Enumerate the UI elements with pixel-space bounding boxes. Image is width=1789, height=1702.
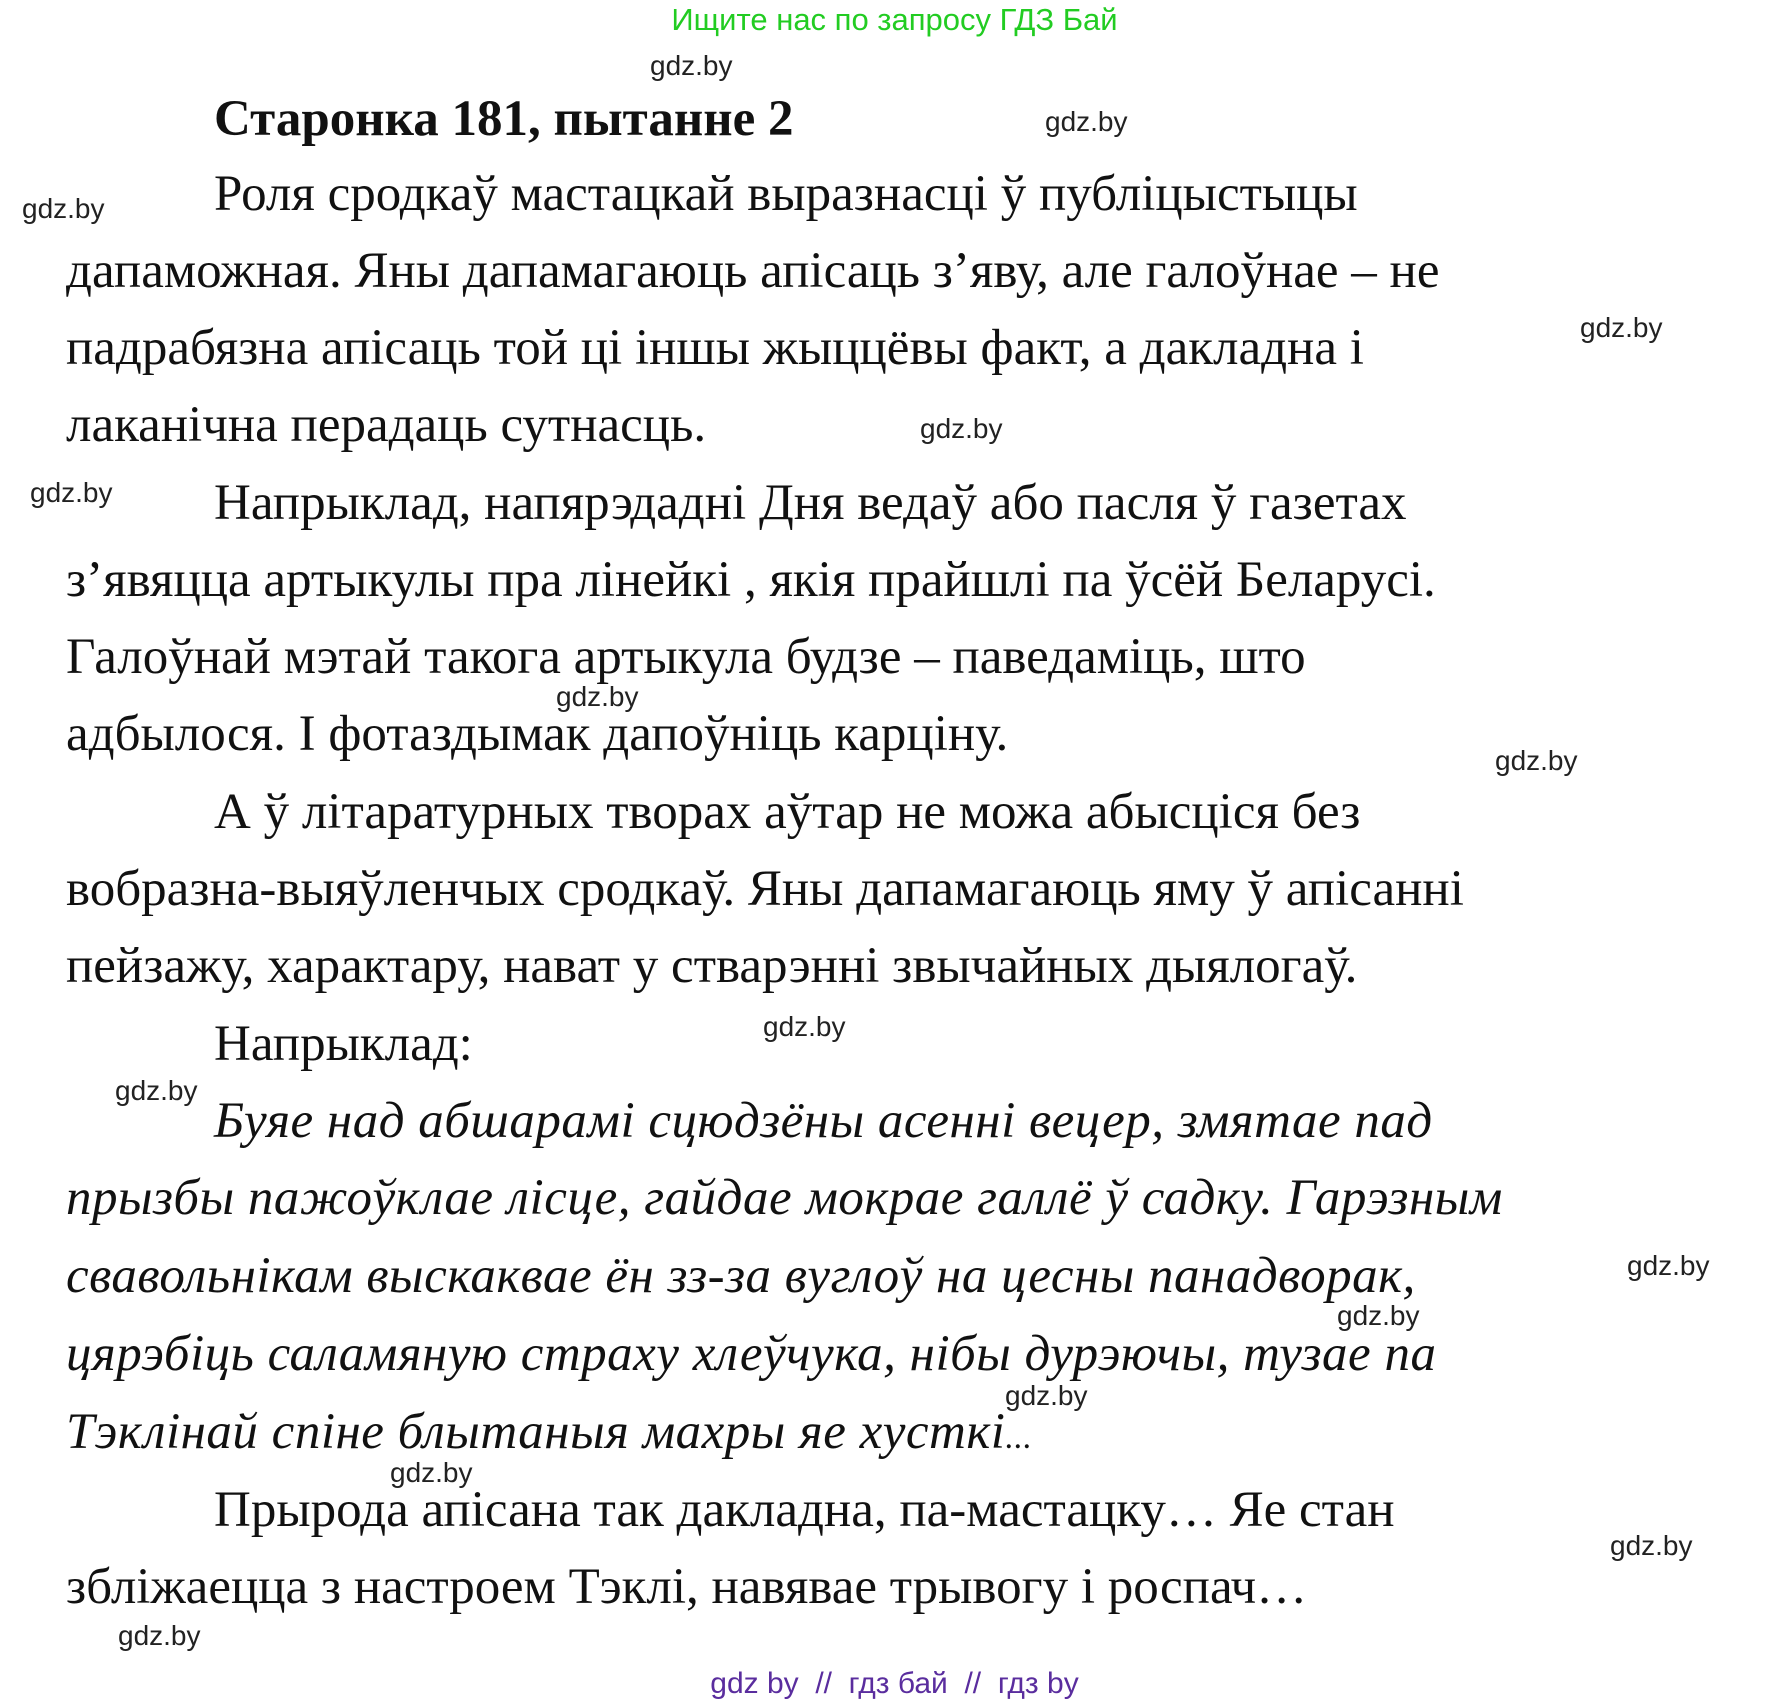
watermark: gdz.by [390,1457,473,1488]
paragraph-3-line-3: пейзажу, характару, нават у стварэнні звычайных дыялогаў. [66,938,1358,994]
quote-line-5-text: Тэклінай спіне блытаныя махры яе хусткі [66,1404,1006,1460]
paragraph-2-line-4: адбылося. І фотаздымак дапоўніць карціну. [66,706,1009,762]
watermark: gdz.by [763,1011,846,1042]
paragraph-1-line-2: дапаможная. Яны дапамагаюць апісаць з’яву, але галоўнае – не [66,243,1440,299]
top-banner: Ищите нас по запросу ГДЗ Бай [671,2,1118,37]
watermark: gdz.by [1045,106,1128,137]
watermark: gdz.by [22,193,105,224]
watermark: gdz.by [30,477,113,508]
quote-line-2: прызбы пажоўклае лісце, гайдае мокрае галлё ў садку. Гарэзным [66,1170,1503,1226]
paragraph-4: Напрыклад: [214,1016,473,1072]
watermark: gdz.by [118,1620,201,1651]
watermark: gdz.by [1610,1530,1693,1561]
paragraph-5-line-1: Прырода апісана так дакладна, па-мастацку… Яе стан [214,1482,1395,1538]
paragraph-3-line-1: А ў літаратурных творах аўтар не можа абысціся без [214,784,1361,840]
quote-line-3: свавольнікам выскаквае ён зз-за вуглоў на цесны панадворак, [66,1248,1416,1304]
watermark: gdz.by [1627,1250,1710,1281]
paragraph-2-line-3: Галоўнай мэтай такога артыкула будзе – паведаміць, што [66,629,1306,685]
watermark: gdz.by [920,413,1003,444]
page-title: Старонка 181, пытанне 2 [214,91,794,147]
watermark: gdz.by [115,1075,198,1106]
paragraph-1-line-3: падрабязна апісаць той ці іншы жыццёвы факт, а дакладна і [66,320,1364,376]
paragraph-2-line-1: Напрыклад, напярэдадні Дня ведаў або пасля ў газетах [214,475,1407,531]
paragraph-2-line-2: з’явяцца артыкулы пра лінейкі , якія прайшлі па ўсёй Беларусі. [66,552,1436,608]
paragraph-1-line-1: Роля сродкаў мастацкай выразнасці ў публіцыстыцы [214,166,1358,222]
paragraph-1-line-4: лаканічна перадаць сутнасць. [66,397,707,453]
watermark: gdz.by [556,681,639,712]
paragraph-5-line-2: збліжаецца з настроем Тэклі, навявае трывогу і роспач… [66,1559,1308,1615]
quote-line-5 [66,1401,1032,1469]
watermark: gdz.by [1337,1300,1420,1331]
quote-line-1: Буяе над абшарамі сцюдзёны асенні вецер, змятае пад [214,1093,1433,1149]
watermark: gdz.by [1495,745,1578,776]
watermark: gdz.by [650,50,733,81]
watermark: gdz.by [1580,312,1663,343]
footer-links: gdz by // гдз бай // гдз by [710,1667,1079,1700]
watermark: gdz.by [1005,1380,1088,1411]
paragraph-3-line-2: вобразна-выяўленчых сродкаў. Яны дапамагаюць яму ў апісанні [66,861,1464,917]
quote-line-4: цярэбіць саламяную страху хлеўчука, нібы дурэючы, тузае па [66,1326,1437,1382]
quote-ellipsis: ... [1005,1419,1033,1456]
